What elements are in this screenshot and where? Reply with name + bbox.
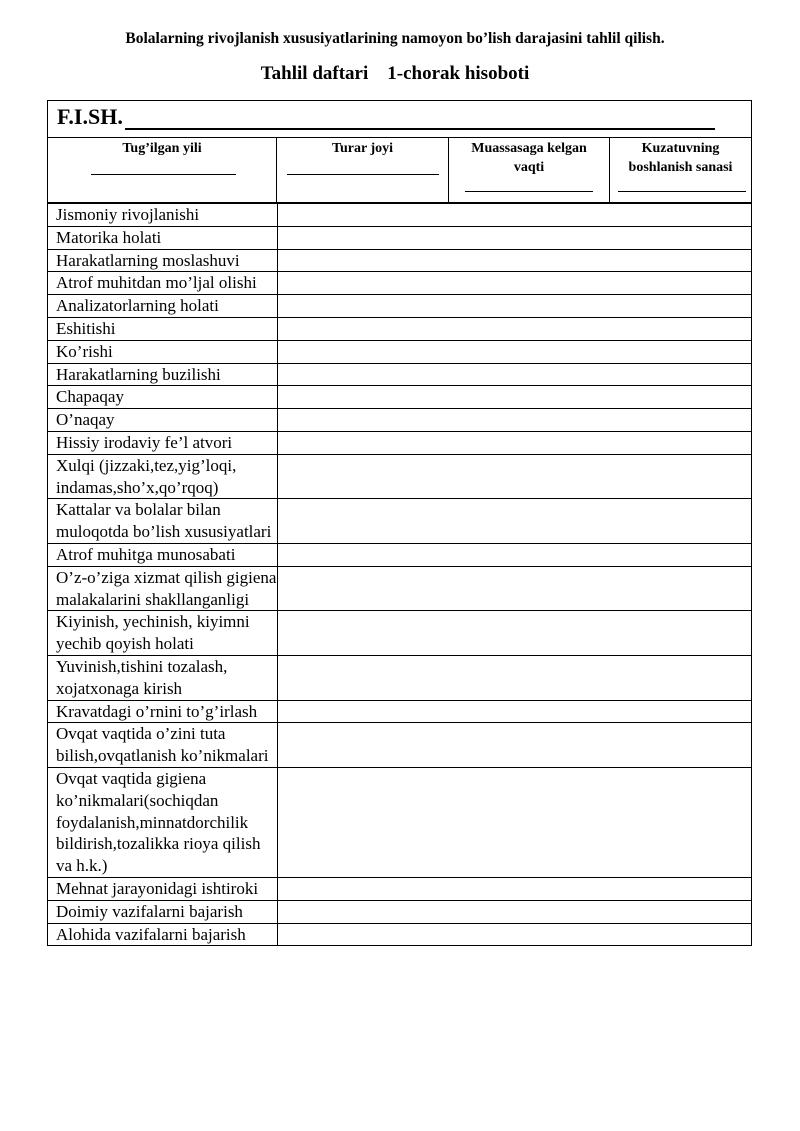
row-entry-cell[interactable] <box>278 454 752 499</box>
row-entry-cell[interactable] <box>278 499 752 544</box>
table-row <box>48 363 752 386</box>
row-label: Alohida vazifalarni bajarish <box>48 923 278 946</box>
table-row <box>48 900 752 923</box>
column-address <box>277 138 449 202</box>
row-entry-cell[interactable] <box>278 566 752 611</box>
table-row <box>48 295 752 318</box>
fish-row <box>48 101 751 138</box>
row-entry-cell[interactable] <box>278 317 752 340</box>
row-label: Ovqat vaqtida o’zini tuta bilish,ovqatlanish ko’nikmalari <box>48 723 278 768</box>
row-label: Atrof muhitga munosabati <box>48 543 278 566</box>
row-label: Ovqat vaqtida gigiena ko’nikmalari(sochiqdan foydalanish,minnatdorchilik bildirish,tozalikka rioya qilish va h.k.) <box>48 767 278 877</box>
row-entry-cell[interactable] <box>278 249 752 272</box>
row-label: Hissiy irodaviy fe’l atvori <box>48 431 278 454</box>
table-row <box>48 204 752 227</box>
row-label: Chapaqay <box>48 386 278 409</box>
row-label: Kattalar va bolalar bilan muloqotda bo’lish xususiyatlari <box>48 499 278 544</box>
arrival-time-blank-line[interactable] <box>465 191 593 192</box>
table-row <box>48 923 752 946</box>
analysis-form <box>47 100 752 946</box>
row-label: Kravatdagi o’rnini to’g’irlash <box>48 700 278 723</box>
address-blank-line[interactable] <box>287 174 439 175</box>
table-row <box>48 700 752 723</box>
table-row <box>48 877 752 900</box>
birth-year-blank-line[interactable] <box>91 174 236 175</box>
table-row <box>48 431 752 454</box>
table-row <box>48 272 752 295</box>
row-label: Harakatlarning moslashuvi <box>48 249 278 272</box>
document-title: Bolalarning rivojlanish xususiyatlarining namoyon bo’lish darajasini tahlil qilish. <box>125 30 665 47</box>
info-header-row <box>48 138 751 203</box>
fish-blank-line[interactable] <box>125 104 715 130</box>
row-entry-cell[interactable] <box>278 272 752 295</box>
table-row <box>48 386 752 409</box>
row-label: Matorika holati <box>48 226 278 249</box>
row-label: Analizatorlarning holati <box>48 295 278 318</box>
row-label: O’z-o’ziga xizmat qilish gigiena malakalarini shakllanganligi <box>48 566 278 611</box>
table-row <box>48 226 752 249</box>
row-entry-cell[interactable] <box>278 611 752 656</box>
row-label: Yuvinish,tishini tozalash, xojatxonaga kirish <box>48 655 278 700</box>
column-observation-start <box>610 138 751 202</box>
fish-label: F.I.SH. <box>57 104 123 129</box>
document-subtitle: Tahlil daftari 1-chorak hisoboti <box>260 63 530 84</box>
row-entry-cell[interactable] <box>278 431 752 454</box>
observation-start-blank-line[interactable] <box>618 191 746 192</box>
table-row <box>48 317 752 340</box>
row-entry-cell[interactable] <box>278 900 752 923</box>
row-label: Doimiy vazifalarni bajarish <box>48 900 278 923</box>
column-observation-start-label: Kuzatuvning boshlanish sanasi <box>628 141 733 175</box>
row-label: Jismoniy rivojlanishi <box>48 204 278 227</box>
row-label: Kiyinish, yechinish, kiyimni yechib qoyish holati <box>48 611 278 656</box>
row-label: Eshitishi <box>48 317 278 340</box>
column-birth-year-label: Tug’ilgan yili <box>122 141 202 156</box>
row-label: Ko’rishi <box>48 340 278 363</box>
column-arrival-time <box>449 138 610 202</box>
row-entry-cell[interactable] <box>278 409 752 432</box>
table-row <box>48 543 752 566</box>
row-entry-cell[interactable] <box>278 700 752 723</box>
row-entry-cell[interactable] <box>278 363 752 386</box>
row-entry-cell[interactable] <box>278 386 752 409</box>
table-row <box>48 249 752 272</box>
table-row <box>48 409 752 432</box>
row-label: Xulqi (jizzaki,tez,yig’loqi, indamas,sho’x,qo’rqoq) <box>48 454 278 499</box>
row-label: Atrof muhitdan mo’ljal olishi <box>48 272 278 295</box>
table-row <box>48 499 752 544</box>
table-row <box>48 454 752 499</box>
column-birth-year <box>48 138 277 202</box>
observation-table <box>47 203 752 946</box>
row-entry-cell[interactable] <box>278 923 752 946</box>
table-row <box>48 723 752 768</box>
table-row <box>48 566 752 611</box>
row-entry-cell[interactable] <box>278 877 752 900</box>
table-row <box>48 340 752 363</box>
row-entry-cell[interactable] <box>278 543 752 566</box>
table-row <box>48 655 752 700</box>
row-label: Mehnat jarayonidagi ishtiroki <box>48 877 278 900</box>
row-entry-cell[interactable] <box>278 295 752 318</box>
table-row <box>48 611 752 656</box>
row-label: O’naqay <box>48 409 278 432</box>
row-entry-cell[interactable] <box>278 655 752 700</box>
row-entry-cell[interactable] <box>278 204 752 227</box>
row-entry-cell[interactable] <box>278 767 752 877</box>
table-row <box>48 767 752 877</box>
row-entry-cell[interactable] <box>278 226 752 249</box>
column-address-label: Turar joyi <box>331 141 394 156</box>
row-entry-cell[interactable] <box>278 340 752 363</box>
row-label: Harakatlarning buzilishi <box>48 363 278 386</box>
column-arrival-time-label: Muassasaga kelgan vaqti <box>471 141 587 175</box>
row-entry-cell[interactable] <box>278 723 752 768</box>
